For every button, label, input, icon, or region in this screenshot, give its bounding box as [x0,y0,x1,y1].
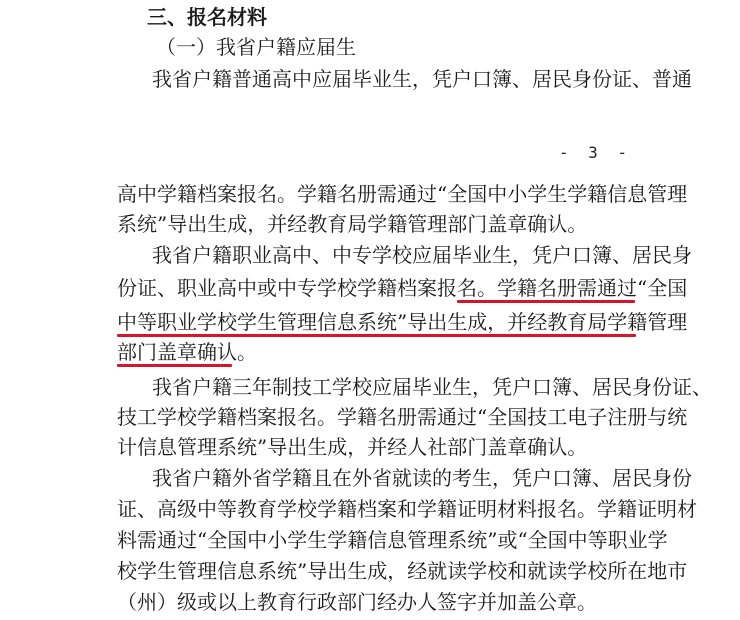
paragraph-line: 计信息管理系统”导出生成，并经人社部门盖章确认。 [117,435,588,459]
paragraph-line: 我省户籍普通高中应届毕业生，凭户口簿、居民身份证、普通 [152,67,692,91]
paragraph-line: 我省户籍三年制技工学校应届毕业生，凭户口簿、居民身份证、 [152,375,712,399]
subsection-heading: （一）我省户籍应届生 [156,35,356,59]
section-heading: 三、报名材料 [147,5,267,29]
paragraph-line: 料需通过“全国中小学生学籍信息管理系统”或“全国中等职业学 [117,528,668,552]
paragraph-line: 部门盖章确认。 [117,340,257,364]
highlight-underline [457,300,635,303]
paragraph-line: 系统”导出生成，并经教育局学籍管理部门盖章确认。 [117,212,588,236]
highlight-underline [117,334,636,337]
paragraph-line: （州）级或以上教育行政部门经办人签字并加盖公章。 [117,590,597,614]
paragraph-line: 证、高级中等教育学校学籍档案和学籍证明材料报名。学籍证明材 [117,497,697,521]
page-number: - 3 - [558,143,632,162]
paragraph-line: 高中学籍档案报名。学籍名册需通过“全国中小学生学籍信息管理 [117,182,688,206]
highlight-underline [117,364,232,367]
paragraph-line: 份证、职业高中或中专学校学籍档案报名。学籍名册需通过“全国 [117,276,688,300]
paragraph-line: 校学生管理信息系统”导出生成，经就读学校和就读学校所在地市 [117,559,688,583]
paragraph-line: 我省户籍外省学籍且在外省就读的考生，凭户口簿、居民身份 [152,466,692,490]
paragraph-line: 我省户籍职业高中、中专学校应届毕业生，凭户口簿、居民身 [152,243,692,267]
paragraph-line: 中等职业学校学生管理信息系统”导出生成，并经教育局学籍管理 [117,310,688,334]
paragraph-line: 技工学校学籍档案报名。学籍名册需通过“全国技工电子注册与统 [117,405,688,429]
